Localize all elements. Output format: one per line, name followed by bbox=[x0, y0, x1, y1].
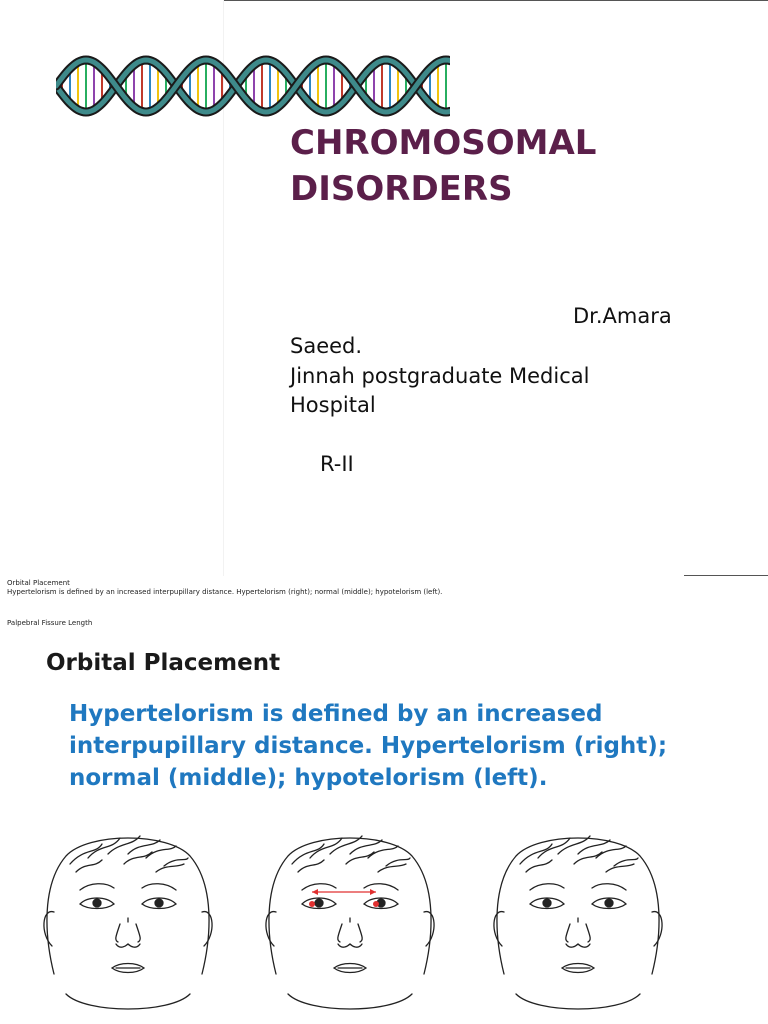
institution-line-2: Hospital bbox=[290, 393, 376, 417]
slide-title bbox=[290, 120, 760, 212]
title-line-1: CHROMOSOMAL bbox=[290, 123, 597, 163]
face-illustration-left bbox=[36, 824, 220, 1024]
orbital-placement-slide bbox=[0, 576, 768, 1024]
title-line-2: DISORDERS bbox=[290, 169, 513, 209]
face-illustration-right bbox=[486, 824, 670, 1024]
dna-double-helix-icon bbox=[56, 46, 450, 126]
author-name-line-1: Dr.Amara bbox=[573, 304, 672, 328]
notes-line-2: Hypertelorism is defined by an increased interpupillary distance. Hypertelorism (right); normal (middle); hypotelorism (left). bbox=[7, 588, 443, 596]
notes-line-3: Palpebral Fissure Length bbox=[7, 619, 93, 627]
rank-label: R-II bbox=[320, 452, 354, 476]
notes-line-1: Orbital Placement bbox=[7, 579, 70, 587]
slide-heading: Orbital Placement bbox=[46, 650, 281, 676]
author-name-line-2: Saeed. bbox=[290, 334, 363, 358]
institution-line-1: Jinnah postgraduate Medical bbox=[290, 364, 590, 388]
face-illustration-middle bbox=[258, 824, 442, 1024]
slide-body-text: Hypertelorism is defined by an increased interpupillary distance. Hypertelorism (right); normal (middle); hypotelorism (left). bbox=[69, 701, 668, 791]
top-divider bbox=[224, 0, 768, 1]
